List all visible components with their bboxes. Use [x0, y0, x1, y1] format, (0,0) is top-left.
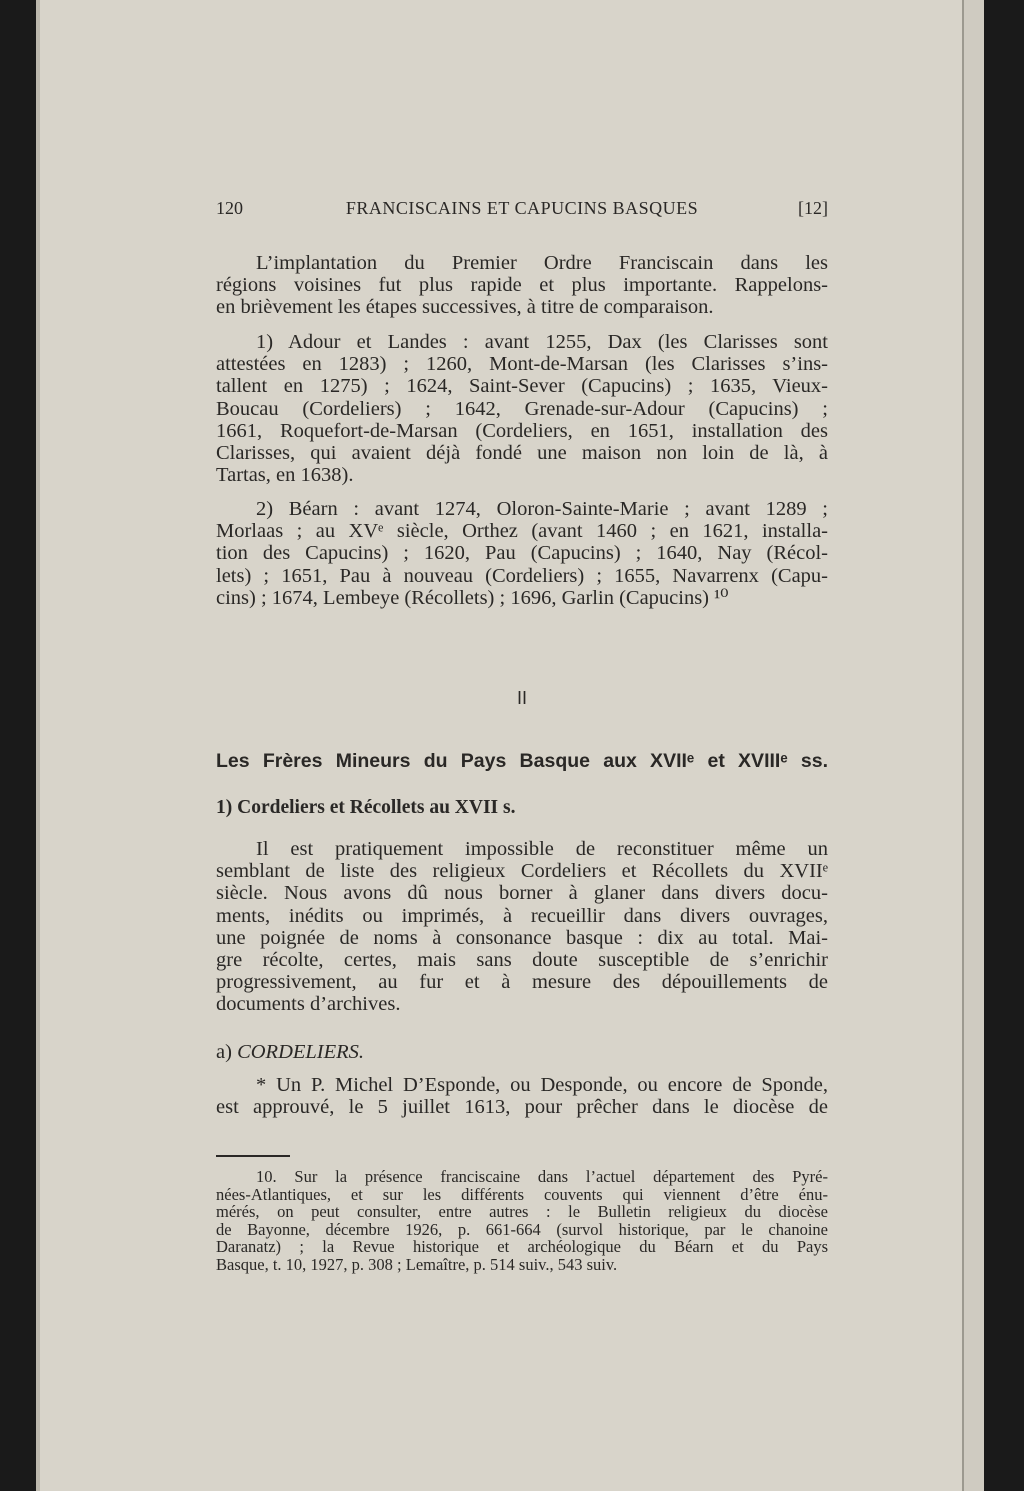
text-line: régions voisines fut plus rapide et plus importante. Rappelons- [216, 274, 828, 297]
page-edge [36, 0, 40, 1491]
text-line: Basque, t. 10, 1927, p. 308 ; Lemaître, p. 514 suiv., 543 suiv. [216, 1254, 618, 1274]
paragraph-bearn [216, 498, 828, 609]
text-line: 1) Adour et Landes : avant 1255, Dax (les Clarisses sont [256, 331, 828, 353]
sub-heading-label: CORDELIERS. [237, 1041, 365, 1063]
text-line: Il est pratiquement impossible de reconstituer même un [256, 838, 828, 860]
page-number: 120 [216, 198, 243, 218]
text-line: en brièvement les étapes successives, à titre de comparaison. [216, 296, 714, 319]
text-line: Morlaas ; au XVᵉ siècle, Orthez (avant 1460 ; en 1621, installa- [216, 520, 828, 543]
text-line: cins) ; 1674, Lembeye (Récollets) ; 1696, Garlin (Capucins) ¹⁰ [216, 586, 729, 609]
text-line: lets) ; 1651, Pau à nouveau (Cordeliers) ; 1655, Navarrenx (Capu- [216, 564, 828, 587]
text-line: L’implantation du Premier Ordre Franciscain dans les [256, 252, 828, 274]
text-line: attestées en 1283) ; 1260, Mont-de-Marsan (les Clarisses s’ins- [216, 353, 828, 376]
text-line: Tartas, en 1638). [216, 464, 354, 487]
text-line: semblant de liste des religieux Cordeliers et Récollets du XVIIᵉ [216, 860, 828, 883]
running-title: FRANCISCAINS ET CAPUCINS BASQUES [345, 198, 699, 218]
paragraph-cordeliers-recollets [216, 838, 828, 1016]
text-line: 2) Béarn : avant 1274, Oloron-Sainte-Marie ; avant 1289 ; [256, 498, 828, 520]
text-line: une poignée de noms à consonance basque : dix au total. Mai- [216, 926, 828, 949]
text-line: 10. Sur la présence franciscaine dans l’actuel département des Pyré- [256, 1167, 828, 1186]
text-line: de Bayonne, décembre 1926, p. 661-664 (survol historique, par le chanoine [216, 1219, 828, 1239]
subsection-heading: 1) Cordeliers et Récollets au XVII s. [216, 797, 516, 818]
text-line: siècle. Nous avons dû nous borner à glaner dans divers docu- [216, 882, 828, 905]
text-line: nées-Atlantiques, et sur les différents couvents qui viennent d’être énu- [216, 1184, 828, 1204]
next-page-edge [962, 0, 984, 1491]
running-header [216, 198, 828, 222]
text-line: 1661, Roquefort-de-Marsan (Cordeliers, en 1651, installation des [216, 419, 828, 442]
paragraph-intro [216, 252, 828, 319]
text-line: Boucau (Cordeliers) ; 1642, Grenade-sur-Adour (Capucins) ; [216, 397, 828, 420]
text-line: documents d’archives. [216, 993, 401, 1016]
text-line: progressivement, au fur et à mesure des dépouillements de [216, 971, 828, 994]
text-line: ments, inédits ou imprimés, à recueillir dans divers ouvrages, [216, 904, 828, 927]
text-line: gre récolte, certes, mais sans doute susceptible de s’enrichir [216, 948, 828, 971]
footnote-10 [216, 1168, 828, 1274]
bracket-page-number: [12] [798, 198, 828, 218]
text-line: tion des Capucins) ; 1620, Pau (Capucins) ; 1640, Nay (Récol- [216, 542, 828, 565]
text-line: est approuvé, le 5 juillet 1613, pour prêcher dans le diocèse de [216, 1096, 828, 1119]
section-heading: Les Frères Mineurs du Pays Basque aux XVIIᵉ et XVIIIᵉ ss. [216, 750, 828, 772]
paragraph-esponde [216, 1074, 828, 1118]
sub-heading-prefix: a) [216, 1041, 238, 1063]
text-line: mérés, on peut consulter, entre autres : le Bulletin religieux du diocèse [216, 1202, 828, 1222]
paragraph-adour-landes [216, 331, 828, 486]
text-line: tallent en 1275) ; 1624, Saint-Sever (Capucins) ; 1635, Vieux- [216, 375, 828, 398]
footnote-rule [216, 1155, 290, 1157]
text-line: Clarisses, qui avaient déjà fondé une maison non loin de là, à [216, 441, 828, 464]
text-line: * Un P. Michel D’Esponde, ou Desponde, ou encore de Sponde, [256, 1074, 828, 1096]
text-line: Daranatz) ; la Revue historique et archéologique du Béarn et du Pays [216, 1237, 828, 1257]
sub-heading-cordeliers [216, 1041, 364, 1064]
section-number: II [516, 688, 527, 708]
